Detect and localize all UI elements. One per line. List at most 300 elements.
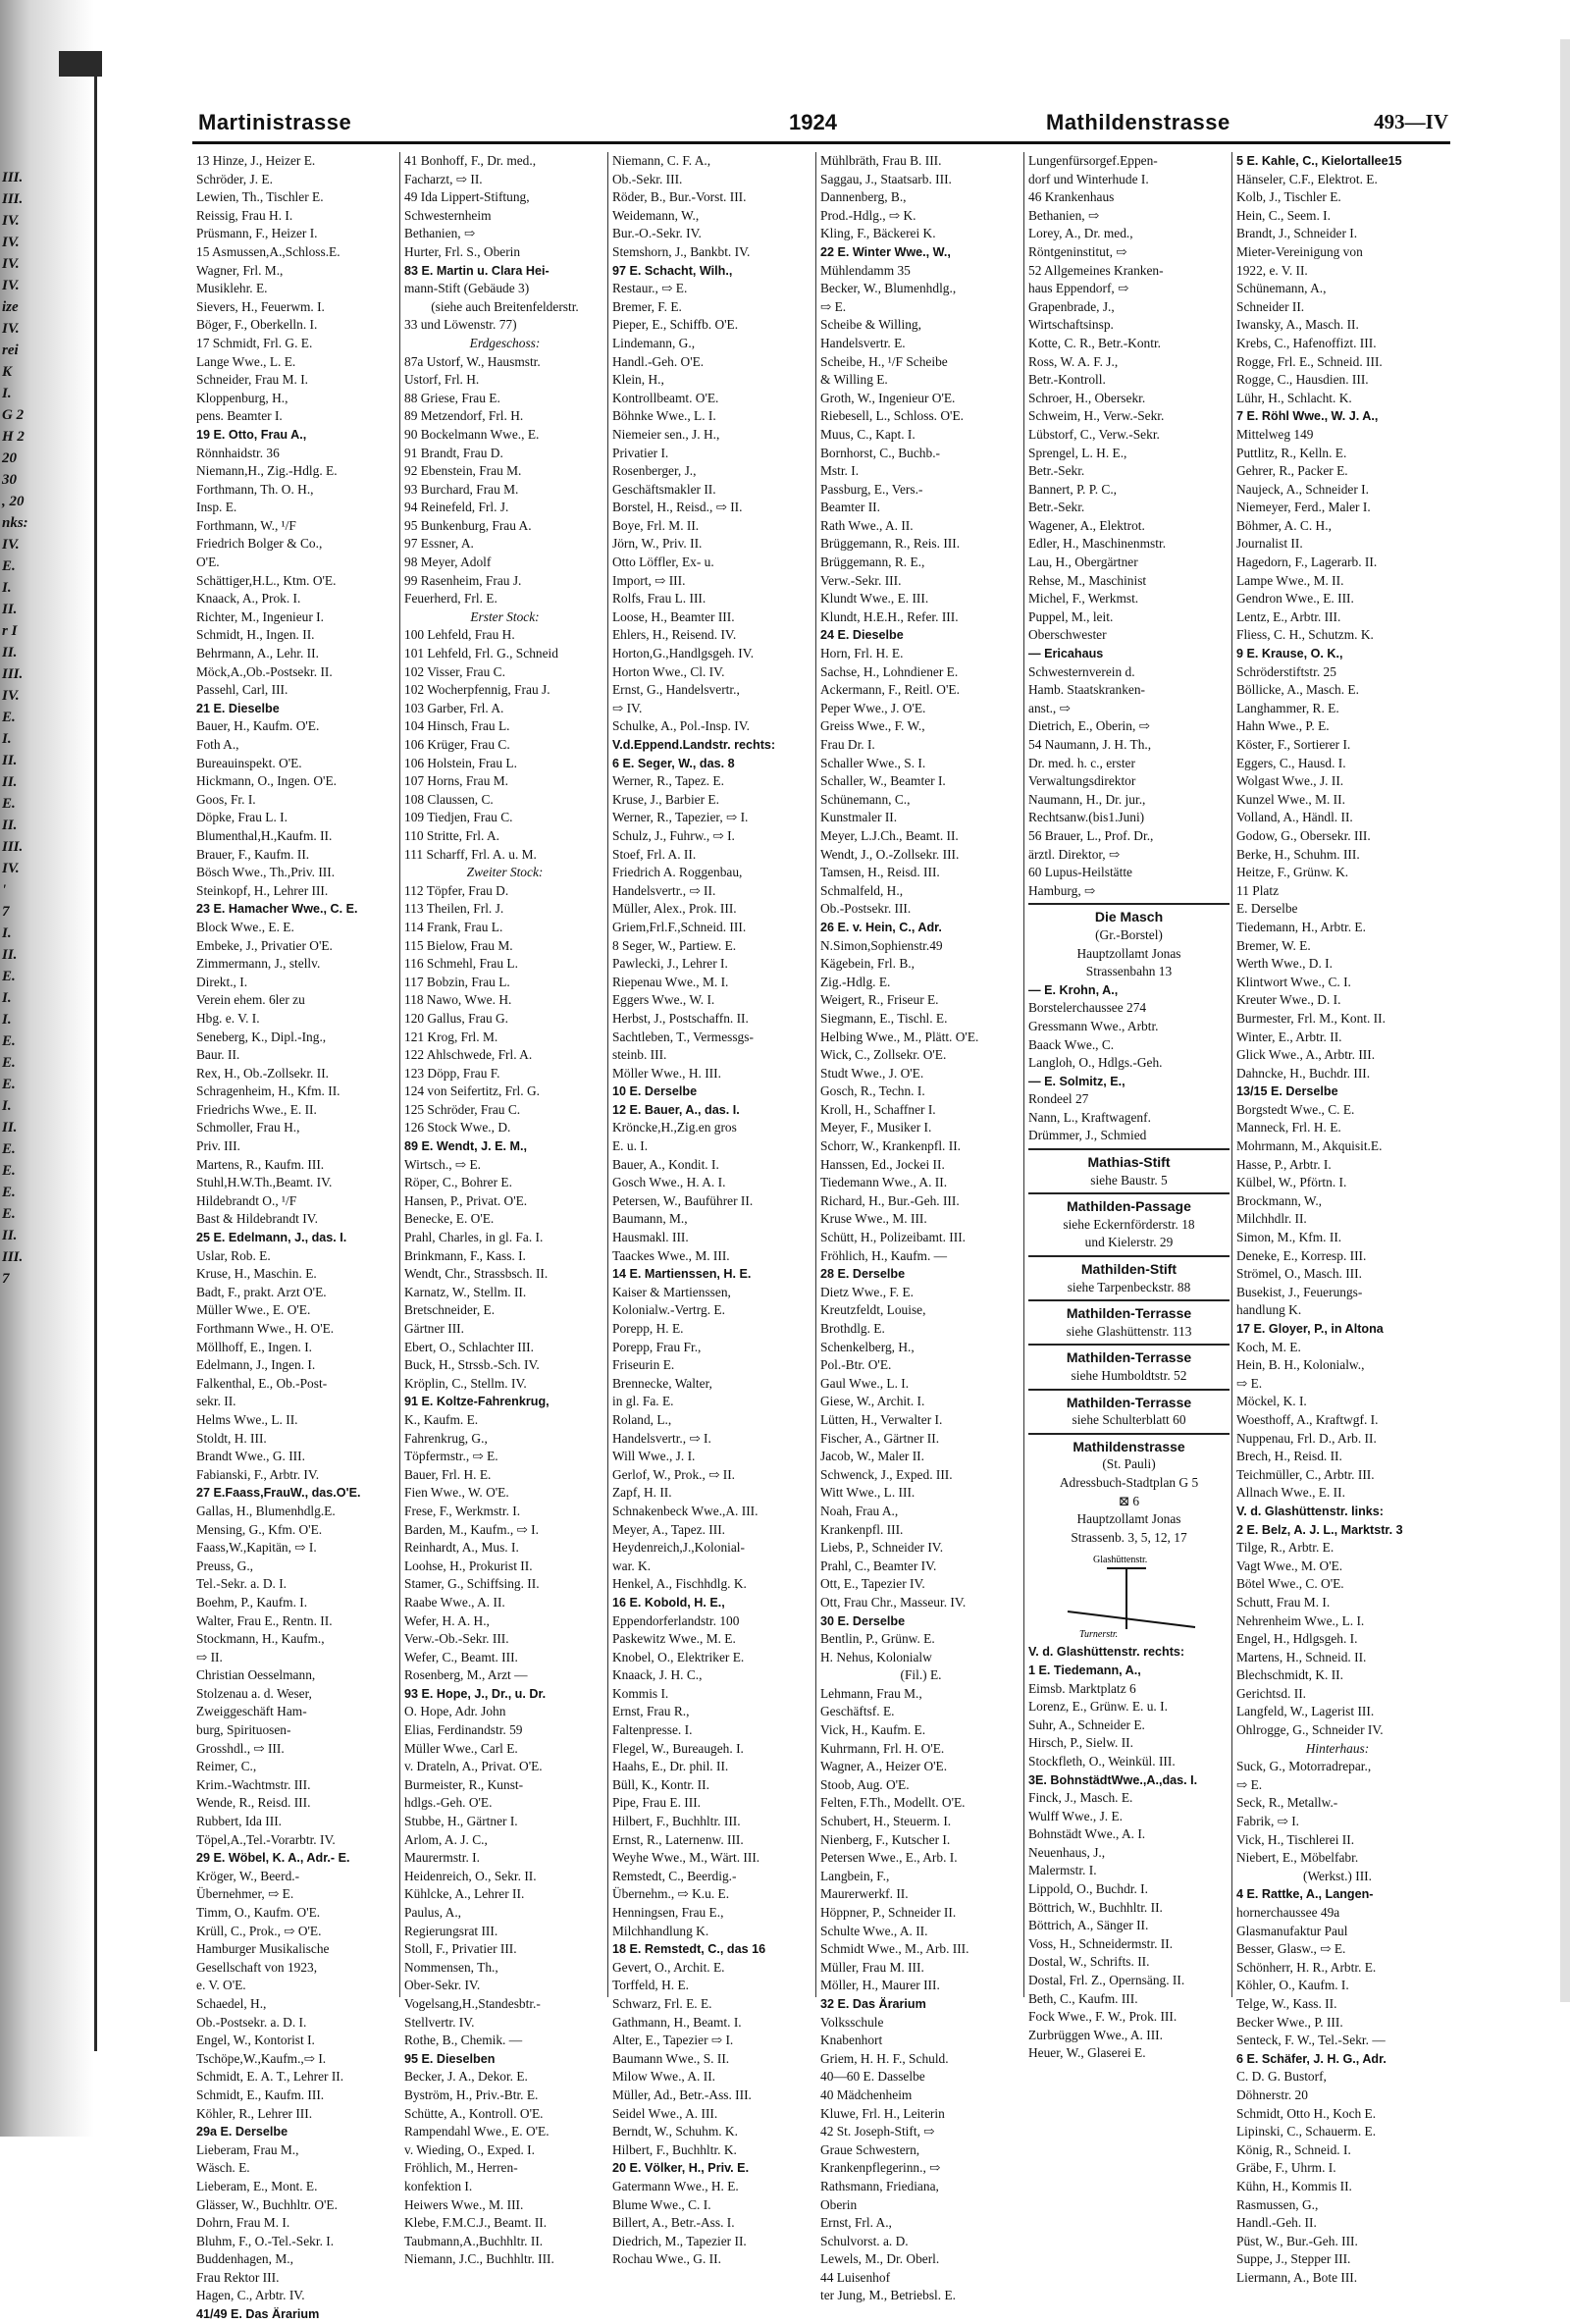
bleed-fragment: E. [2, 969, 16, 984]
directory-entry: Winter, E., Arbtr. II. [1236, 1029, 1342, 1044]
directory-entry: Wagener, A., Elektrot. [1028, 517, 1145, 533]
directory-entry: Uslar, Rob. E. [196, 1247, 271, 1263]
directory-entry: 2 E. Belz, A. J. L., Marktstr. 3 [1236, 1522, 1403, 1537]
directory-entry: Jacob, W., Maler II. [820, 1449, 924, 1464]
directory-entry: 28 E. Derselbe [820, 1267, 906, 1282]
directory-entry: Bretschneider, E. [404, 1302, 496, 1318]
directory-entry: Werner, R., Tapez. E. [612, 773, 724, 789]
directory-entry: Kröger, W., Beerd.- [196, 1868, 300, 1883]
directory-entry: Baur. II. [196, 1047, 240, 1063]
directory-entry: Stubbe, H., Gärtner I. [404, 1814, 518, 1829]
right-street-title: Mathildenstrasse [1046, 110, 1230, 134]
directory-entry: Rogge, Frl. E., Schneid. III. [1236, 353, 1383, 369]
directory-entry: Boehm, P., Kaufm. I. [196, 1594, 308, 1610]
directory-entry: Schünemann, C., [820, 791, 911, 807]
directory-entry: Sievers, H., Feuerwm. I. [196, 298, 325, 314]
column-1 [192, 152, 400, 2322]
directory-entry: Geschäftsf. E. [820, 1704, 895, 1719]
bleed-fragment: 30 [2, 472, 17, 488]
directory-entry: 29a E. Derselbe [196, 2125, 288, 2139]
directory-entry: Püst, W., Bur.-Geh. III. [1236, 2233, 1358, 2248]
directory-entry: Gosch, R., Techn. I. [820, 1083, 925, 1099]
directory-entry: 13/15 E. Derselbe [1236, 1084, 1338, 1099]
directory-entry: Lau, H., Obergärtner [1028, 555, 1138, 570]
directory-entry: 90 Bockelmann Wwe., E. [404, 426, 540, 442]
directory-entry: Rasmussen, G., [1236, 2196, 1319, 2212]
directory-entry: Gärtner III. [404, 1321, 464, 1336]
directory-entry: Buck, H., Strssb.-Sch. IV. [404, 1357, 540, 1373]
directory-entry: 4 E. Rattke, A., Langen- [1236, 1887, 1374, 1902]
directory-entry: Wirtschaftsinsp. [1028, 317, 1114, 333]
directory-entry: 83 E. Martin u. Clara Hei- [404, 263, 550, 278]
directory-entry: Schwesternheim [404, 207, 492, 223]
directory-entry: Taubmann,A.,Buchhltr. II. [404, 2233, 544, 2248]
directory-entry: Ott, E., Tapezier IV. [820, 1576, 925, 1592]
directory-entry: 7 E. Röhl Wwe., W. J. A., [1236, 409, 1379, 424]
directory-entry: Sprengel, L. H. E., [1028, 445, 1127, 460]
bleed-fragment: II. [2, 1228, 18, 1243]
directory-entry: 102 Wocherpfennig, Frau J. [404, 682, 550, 698]
directory-entry: Suck, G., Motorradrepar., [1236, 1759, 1372, 1774]
directory-entry: 26 E. v. Hein, C., Adr. [820, 920, 942, 934]
directory-entry: Müller, Alex., Prok. III. [612, 901, 737, 917]
directory-entry: 116 Schmehl, Frau L. [404, 956, 518, 972]
directory-entry: Handelsvertr. E. [820, 335, 906, 350]
directory-entry: Niemeyer, Ferd., Maler I. [1236, 500, 1371, 515]
directory-entry: Blechschmidt, K. II. [1236, 1667, 1343, 1683]
directory-entry: Brauer, F., Kaufm. II. [196, 846, 310, 862]
street-section-heading: Mathilden-Stift [1028, 1255, 1230, 1279]
directory-entry: Fabianski, F., Arbtr. IV. [196, 1466, 320, 1482]
directory-entry: Block Wwe., E. E. [196, 919, 294, 934]
directory-entry: Friedrich A. Roggenbau, [612, 865, 743, 880]
directory-entry: Niemeier sen., J. H., [612, 426, 720, 442]
directory-entry: Hagedorn, F., Lagerarb. II. [1236, 555, 1378, 570]
directory-entry: 94 Reinefeld, Frl. J. [404, 500, 509, 515]
directory-entry: Schneider, Frau M. I. [196, 372, 309, 388]
directory-entry: Grapenbrade, J., [1028, 298, 1115, 314]
directory-entry: ⇨ IV. [612, 700, 643, 715]
directory-entry: 124 von Seifertitz, Frl. G. [404, 1083, 540, 1099]
directory-entry: 42 St. Joseph-Stift, ⇨ [820, 2124, 935, 2139]
directory-entry: Schubert, H., Steuerm. I. [820, 1814, 952, 1829]
directory-entry: 17 Schmidt, Frl. G. E. [196, 335, 313, 350]
directory-entry: 98 Meyer, Adolf [404, 555, 492, 570]
directory-entry: Blume Wwe., C. I. [612, 2196, 711, 2212]
directory-entry: Böhmer, A. C. H., [1236, 517, 1332, 533]
directory-entry: Kotte, C. R., Betr.-Kontr. [1028, 335, 1162, 350]
directory-entry: Dietrich, E., Oberin, ⇨ [1028, 718, 1150, 734]
directory-entry: Volland, A., Händl. II. [1236, 810, 1353, 825]
directory-entry: Drümmer, J., Schmied [1028, 1128, 1147, 1143]
directory-entry: burg, Spirituosen- [196, 1722, 291, 1738]
directory-entry: Studt Wwe., J. O'E. [820, 1065, 924, 1081]
directory-entry: Petersen Wwe., E., Arb. I. [820, 1850, 958, 1866]
directory-entry: Riepenau Wwe., M. I. [612, 974, 729, 989]
directory-entry: sekr. II. [196, 1394, 236, 1409]
directory-entry: Privatier I. [612, 445, 669, 460]
directory-entry: 40 Mädchenheim [820, 2086, 913, 2102]
bleed-fragment: III. [2, 839, 24, 855]
directory-entry: Rothe, B., Chemik. — [404, 2033, 523, 2048]
directory-entry: 115 Bielow, Frau M. [404, 937, 513, 953]
directory-entry: Handl.-Geh. II. [1236, 2215, 1317, 2231]
directory-entry: Weigert, R., Friseur E. [820, 992, 939, 1008]
directory-entry: Bauer, A., Kondit. I. [612, 1156, 719, 1172]
street-section-heading: Mathilden-Terrasse [1028, 1389, 1230, 1412]
directory-entry: Taackes Wwe., M. III. [612, 1247, 730, 1263]
directory-entry: Kolonialw.-Vertrg. E. [612, 1302, 725, 1318]
directory-entry: Witt Wwe., L. III. [820, 1485, 916, 1501]
directory-entry: Edler, H., Maschinenmstr. [1028, 536, 1167, 552]
directory-entry: Prüsmann, F., Heizer I. [196, 226, 318, 241]
directory-entry: Schmidt, E., Kaufm. III. [196, 2086, 325, 2102]
directory-entry: Elias, Ferdinandstr. 59 [404, 1722, 523, 1738]
directory-entry: Baack Wwe., C. [1028, 1036, 1115, 1052]
directory-entry: Horton Wwe., Cl. IV. [612, 663, 725, 679]
directory-entry: Tamsen, H., Reisd. III. [820, 865, 940, 880]
directory-entry: Forthmann, Th. O. H., [196, 481, 314, 497]
bleed-fragment: rei [2, 343, 19, 358]
directory-entry: in gl. Fa. E. [612, 1394, 674, 1409]
directory-entry: Neuenhaus, J., [1028, 1844, 1106, 1860]
directory-entry: Baumann Wwe., S. II. [612, 2050, 730, 2066]
directory-entry: 54 Naumann, J. H. Th., [1028, 737, 1152, 752]
directory-entry: Tiedemann, H., Arbtr. E. [1236, 919, 1366, 934]
directory-entry: Naumann, H., Dr. jur., [1028, 791, 1146, 807]
bleed-fragment: I. [2, 580, 12, 596]
directory-entry: Vick, H., Kaufm. E. [820, 1722, 926, 1738]
directory-entry: pens. Beamter I. [196, 408, 283, 424]
directory-entry: Ob.-Postsekr. III. [820, 901, 912, 917]
directory-entry: Puttlitz, R., Kelln. E. [1236, 445, 1347, 460]
directory-entry: Stoldt, H. III. [196, 1430, 267, 1446]
directory-entry: Finck, J., Masch. E. [1028, 1790, 1133, 1806]
directory-entry: Wagner, Frl. M., [196, 262, 284, 278]
directory-entry: Bremer, W. E. [1236, 937, 1311, 953]
directory-entry: Schaller Wwe., S. I. [820, 755, 926, 770]
directory-entry: Ober-Sekr. IV. [404, 1978, 481, 1993]
directory-entry: Wefer, C., Beamt. III. [404, 1649, 518, 1664]
directory-entry: siehe Baustr. 5 [1090, 1172, 1168, 1188]
bleed-fragment: II. [2, 753, 18, 768]
directory-entry: ärztl. Direktor, ⇨ [1028, 846, 1121, 862]
directory-entry: Mittelweg 149 [1236, 426, 1314, 442]
directory-entry: Nuppenau, Frl. D., Arb. II. [1236, 1430, 1377, 1446]
directory-entry: Milow Wwe., A. II. [612, 2069, 716, 2085]
directory-entry: Gendron Wwe., E. III. [1236, 591, 1354, 607]
directory-entry: Ernst, R., Laternenw. III. [612, 1831, 744, 1847]
directory-entry: Klundt Wwe., E. III. [820, 591, 929, 607]
directory-entry: Krim.-Wachtmstr. III. [196, 1776, 311, 1792]
directory-entry: Stemshorn, J., Bankbt. IV. [612, 243, 751, 259]
bleed-fragment: , 20 [2, 494, 25, 509]
directory-entry: Michel, F., Werkmst. [1028, 591, 1139, 607]
directory-entry: 14 E. Martienssen, H. E. [612, 1267, 752, 1282]
directory-entry: Dr. med. h. c., erster [1028, 755, 1135, 770]
directory-entry: 18 E. Remstedt, C., das 16 [612, 1942, 766, 1957]
directory-entry: Bur.-O.-Sekr. IV. [612, 226, 702, 241]
directory-entry: Hurter, Frl. S., Oberin [404, 243, 521, 259]
bleed-fragment: 20 [2, 450, 17, 466]
directory-entry: Kühlcke, A., Lehrer II. [404, 1886, 525, 1902]
directory-entry: Lippold, O., Buchdr. I. [1028, 1881, 1148, 1897]
directory-entry: Koch, M. E. [1236, 1339, 1301, 1354]
directory-entry: Tschöpe,W.,Kaufm.,⇨ I. [196, 2050, 327, 2066]
directory-entry: dorf und Winterhude I. [1028, 171, 1149, 186]
directory-entry: Import, ⇨ III. [612, 572, 686, 588]
directory-entry: Krankenpflegerinn., ⇨ [820, 2160, 941, 2176]
directory-entry: Flegel, W., Bureaugeh. I. [612, 1740, 744, 1756]
directory-entry: Möllhoff, E., Ingen. I. [196, 1339, 313, 1354]
right-page-edge [1560, 39, 1570, 2002]
directory-entry: Mohrmann, M., Akquisit.E. [1236, 1138, 1383, 1154]
directory-entry: Verw.-Ob.-Sekr. III. [404, 1631, 509, 1647]
directory-entry: Malermstr. I. [1028, 1863, 1097, 1878]
directory-entry: Becker, J. A., Dekor. E. [404, 2069, 528, 2085]
directory-entry: Böhnke Wwe., L. I. [612, 408, 716, 424]
directory-entry: Krebs, C., Hafenoffizt. III. [1236, 335, 1377, 350]
directory-entry: Tel.-Sekr. a. D. I. [196, 1576, 288, 1592]
directory-entry: Hausmakl. III. [612, 1230, 689, 1245]
directory-entry: Kägebein, Frl. B., [820, 956, 915, 972]
directory-entry: Hagen, C., Arbtr. IV. [196, 2288, 305, 2303]
directory-entry: Loose, H., Beamter III. [612, 608, 735, 624]
directory-entry: Niebert, E., Möbelfabr. [1236, 1850, 1359, 1866]
directory-entry: Benecke, E. O'E. [404, 1211, 495, 1227]
directory-entry: Steinkopf, H., Lehrer III. [196, 882, 329, 898]
bleed-fragment: IV. [2, 256, 20, 272]
directory-entry: Fliess, C. H., Schutzm. K. [1236, 627, 1374, 643]
directory-entry: Hildebrandt O., ¹/F [196, 1192, 297, 1208]
directory-entry: Foth A., [196, 737, 239, 752]
directory-entry: Kommis I. [612, 1685, 669, 1701]
directory-entry: Handl.-Geh. O'E. [612, 353, 705, 369]
directory-entry: V. d. Glashüttenstr. rechts: [1028, 1645, 1185, 1660]
directory-entry: Müller, Ad., Betr.-Ass. III. [612, 2086, 752, 2102]
directory-entry: (Gr.-Borstel) [1095, 926, 1163, 942]
directory-entry: Strassenb. 3, 5, 12, 17 [1071, 1529, 1187, 1545]
directory-entry: Horn, Frl. H. E. [820, 646, 904, 661]
directory-entry: Schröderstiftstr. 25 [1236, 663, 1336, 679]
directory-entry: v. Wieding, O., Exped. I. [404, 2141, 535, 2157]
directory-entry: Jörn, W., Priv. II. [612, 536, 703, 552]
directory-entry: Lorey, A., Dr. med., [1028, 226, 1133, 241]
directory-entry: Forthmann Wwe., H. O'E. [196, 1321, 335, 1336]
directory-entry: Ernst, Frl. A., [820, 2215, 892, 2231]
directory-entry: Bohnstädt Wwe., A. I. [1028, 1826, 1146, 1842]
directory-entry: 113 Theilen, Frl. J. [404, 901, 504, 917]
directory-entry: ⇨ II. [196, 1649, 223, 1664]
directory-entry: Wick, C., Zollsekr. O'E. [820, 1047, 947, 1063]
directory-entry: Meyer, F., Musiker I. [820, 1120, 932, 1136]
directory-entry: Dostal, Frl. Z., Opernsäng. II. [1028, 1973, 1185, 1988]
directory-entry: e. V. O'E. [196, 1978, 246, 1993]
directory-entry: 15 Asmussen,A.,Schloss.E. [196, 243, 340, 259]
bleed-fragment: II. [2, 602, 18, 617]
directory-entry: Dannenberg, B., [820, 189, 907, 205]
bleed-fragment: IV. [2, 537, 20, 553]
directory-entry: Zweiggeschäft Ham- [196, 1704, 307, 1719]
directory-entry: Schönherr, H. R., Arbtr. E. [1236, 1959, 1377, 1975]
directory-entry: Köhler, R., Lehrer III. [196, 2105, 313, 2121]
directory-entry: Brüggemann, R. E., [820, 555, 925, 570]
directory-entry: Pipe, Frau E. III. [612, 1795, 701, 1811]
directory-entry: 107 Horns, Frau M. [404, 773, 509, 789]
directory-entry: Stockmann, H., Kaufm., [196, 1631, 325, 1647]
directory-entry: Lieberam, Frau M., [196, 2141, 299, 2157]
directory-entry: Eggers Wwe., W. I. [612, 992, 715, 1008]
directory-entry: Griem, H. H. F., Schuld. [820, 2050, 949, 2066]
directory-entry: Liermann, A., Bote III. [1236, 2269, 1358, 2285]
bleed-fragment: II. [2, 947, 18, 963]
directory-entry: Baumann, M., [612, 1211, 688, 1227]
directory-entry: Remstedt, C., Beerdig.- [612, 1868, 737, 1883]
bleed-fragment: I. [2, 925, 12, 941]
directory-entry: 89 Metzendorf, Frl. H. [404, 408, 524, 424]
directory-entry: Schulvorst. a. D. [820, 2233, 909, 2248]
directory-entry: Rolfs, Frau L. III. [612, 591, 706, 607]
directory-entry: Rampendahl Wwe., E. O'E. [404, 2124, 550, 2139]
bleed-fragment: E. [2, 1206, 16, 1222]
bleed-fragment: II. [2, 774, 18, 790]
directory-entry: Kruse, H., Maschin. E. [196, 1266, 317, 1282]
directory-entry: Külbel, W., Pförtn. I. [1236, 1175, 1347, 1190]
directory-entry: Erster Stock: [470, 608, 540, 624]
directory-entry: V.d.Eppend.Landstr. rechts: [612, 738, 776, 752]
directory-entry: Oberschwester [1028, 627, 1107, 643]
directory-entry: Friedrichs Wwe., E. II. [196, 1101, 317, 1117]
directory-entry: 46 Krankenhaus [1028, 189, 1115, 205]
directory-entry: Senteck, F. W., Tel.-Sekr. — [1236, 2033, 1386, 2048]
directory-entry: Behrmann, A., Lehr. II. [196, 646, 319, 661]
column-3 [608, 152, 816, 2267]
directory-entry: Prahl, Charles, in gl. Fa. I. [404, 1230, 544, 1245]
directory-entry: Fröhlich, H., Kaufm. — [820, 1247, 948, 1263]
directory-entry: Will Wwe., J. I. [612, 1449, 696, 1464]
directory-entry: 122 Ahlschwede, Frl. A. [404, 1047, 533, 1063]
directory-entry: Saggau, J., Staatsarb. III. [820, 171, 952, 186]
directory-entry: 60 Lupus-Heilstätte [1028, 865, 1132, 880]
directory-entry: Preuss, G., [196, 1558, 254, 1573]
directory-entry: 41 Bonhoff, F., Dr. med., [404, 153, 537, 168]
directory-entry: v. Drateln, A., Privat. O'E. [404, 1759, 543, 1774]
directory-entry: Gressmann Wwe., Arbtr. [1028, 1018, 1159, 1033]
directory-entry: siehe Schulterblatt 60 [1072, 1412, 1186, 1428]
directory-entry: Lungenfürsorgef.Eppen- [1028, 153, 1158, 168]
directory-entry: Lampe Wwe., M. II. [1236, 572, 1344, 588]
directory-entry: Borstel, H., Reisd., ⇨ II. [612, 500, 743, 515]
directory-entry: Regierungsrat III. [404, 1923, 498, 1938]
directory-entry: Maurermstr. I. [404, 1850, 480, 1866]
bleed-fragment: ize [2, 299, 19, 315]
directory-entry: Schmidt, Otto H., Koch E. [1236, 2105, 1377, 2121]
directory-entry: Ross, W. A. F. J., [1028, 353, 1119, 369]
directory-entry: H. Nehus, Kolonialw [820, 1649, 932, 1664]
directory-entry: Böllicke, A., Masch. E. [1236, 682, 1359, 698]
directory-entry: Hauptzollamt Jonas [1076, 945, 1181, 961]
directory-entry: 30 E. Derselbe [820, 1613, 906, 1628]
directory-entry: siehe Tarpenbeckstr. 88 [1067, 1279, 1191, 1294]
bleed-fragment: r I [2, 623, 18, 639]
directory-entry: Hanssen, Ed., Jockei II. [820, 1156, 945, 1172]
directory-entry: Forthmann, W., ¹/F [196, 517, 296, 533]
left-page-bleed-text [2, 167, 31, 2032]
directory-entry: Vogelsang,H.,Standesbtr.- [404, 1995, 541, 2011]
directory-entry: Schmidt, H., Ingen. II. [196, 627, 315, 643]
bleed-fragment: IV. [2, 861, 20, 876]
column-4 [816, 152, 1024, 2303]
directory-entry: Gosch Wwe., H. A. I. [612, 1175, 726, 1190]
directory-entry: Müller Wwe., E. O'E. [196, 1302, 311, 1318]
directory-entry: 19 E. Otto, Frau A., [196, 427, 307, 442]
directory-entry: 3E. BohnstädtWwe.,A.,das. I. [1028, 1772, 1198, 1787]
directory-entry: Stoob, Aug. O'E. [820, 1776, 910, 1792]
directory-entry: Schulte Wwe., A. II. [820, 1923, 928, 1938]
directory-entry: Brinkmann, F., Kass. I. [404, 1247, 526, 1263]
directory-entry: Heiwers Wwe., M. III. [404, 2196, 524, 2212]
bleed-fragment: IV. [2, 235, 20, 250]
map-street-label-top: Glashüttenstr. [1093, 1555, 1148, 1566]
directory-entry: Fröhlich, M., Herren- [404, 2160, 518, 2176]
directory-entry: Hasse, P., Arbtr. I. [1236, 1156, 1332, 1172]
directory-entry: Seidel Wwe., A. III. [612, 2105, 718, 2121]
directory-entry: Priv. III. [196, 1138, 240, 1154]
directory-entry: Kroll, H., Schaffner I. [820, 1101, 936, 1117]
directory-entry: Suhr, A., Schneider E. [1028, 1717, 1145, 1732]
directory-entry: Klein, H., [612, 372, 664, 388]
directory-entry: Torffeld, H. E. [612, 1978, 690, 1993]
directory-entry: ter Jung, M., Betriebsl. E. [820, 2288, 956, 2303]
directory-entry: Felten, F.Th., Modellt. O'E. [820, 1795, 966, 1811]
directory-entry: Stamer, G., Schiffsing. II. [404, 1576, 540, 1592]
directory-entry: Höppner, P., Schneider II. [820, 1905, 957, 1920]
directory-entry: Hansen, P., Privat. O'E. [404, 1192, 528, 1208]
directory-entry: Frau Rektor III. [196, 2269, 280, 2285]
directory-entry: Arlom, A. J. C., [404, 1831, 488, 1847]
directory-entry: 56 Brauer, L., Prof. Dr., [1028, 827, 1154, 843]
directory-entry: 101 Lehfeld, Frl. G., Schneid [404, 646, 558, 661]
directory-entry: K., Kaufm. E. [404, 1411, 479, 1427]
directory-entry: 106 Krüger, Frau C. [404, 737, 510, 752]
directory-entry: Peper Wwe., J. O'E. [820, 700, 926, 715]
directory-entry: Krankenpfl. III. [820, 1521, 904, 1537]
directory-entry: Köster, F., Sortierer I. [1236, 737, 1351, 752]
directory-entry: Frau Dr. I. [820, 737, 875, 752]
directory-entry: Liebs, P., Schneider IV. [820, 1540, 944, 1556]
directory-entry: Fischer, A., Gärtner II. [820, 1430, 940, 1446]
directory-entry: Möck,A.,Ob.-Postsekr. II. [196, 663, 333, 679]
directory-entry: Busekist, J., Feuerungs- [1236, 1284, 1363, 1299]
directory-entry: Henkel, A., Fischhdlg. K. [612, 1576, 747, 1592]
directory-entry: Ebert, O., Schlachter III. [404, 1339, 534, 1354]
directory-entry: Böttrich, A., Sänger II. [1028, 1918, 1149, 1933]
directory-entry: Lewien, Th., Tischler E. [196, 189, 324, 205]
directory-entry: Voss, H., Schneidermstr. II. [1028, 1935, 1174, 1951]
directory-entry: 22 E. Winter Wwe., W., [820, 244, 951, 259]
directory-entry: Faass,W.,Kapitän, ⇨ I. [196, 1540, 317, 1556]
directory-entry: Wagner, A., Heizer O'E. [820, 1759, 948, 1774]
directory-entry: Schütte, A., Kontroll. O'E. [404, 2105, 544, 2121]
directory-entry: Bentlin, P., Grünw. E. [820, 1631, 935, 1647]
directory-entry: hornerchaussee 49a [1236, 1905, 1340, 1920]
directory-entry: Mensing, G., Kfm. O'E. [196, 1521, 323, 1537]
bleed-fragment: III. [2, 170, 24, 185]
directory-entry: Rönnhaidstr. 36 [196, 445, 280, 460]
directory-entry: Erdgeschoss: [469, 335, 541, 350]
directory-entry: Betr.-Sekr. [1028, 463, 1085, 479]
directory-entry: Knabenhort [820, 2033, 883, 2048]
